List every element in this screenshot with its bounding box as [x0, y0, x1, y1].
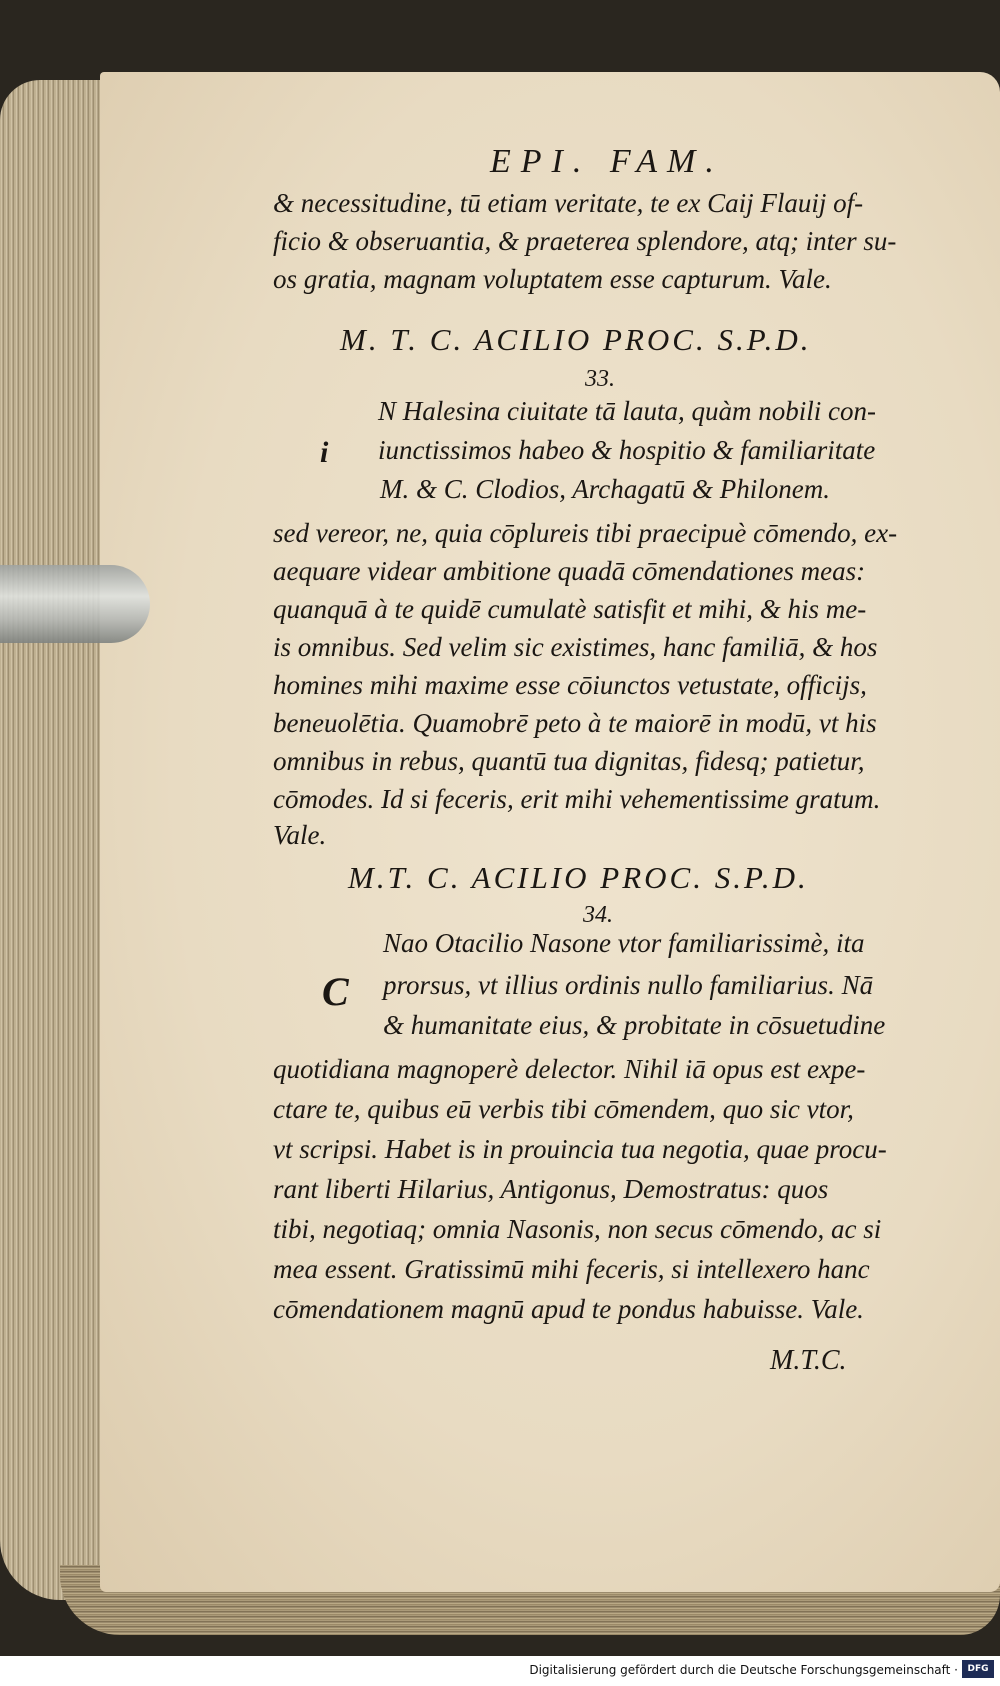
catchword: M.T.C. — [770, 1345, 847, 1376]
text-line: os gratia, magnam voluptatem esse capturum. Vale. — [273, 264, 832, 294]
text-line: aequare videar ambitione quadā cōmendationes meas: — [273, 556, 866, 586]
text-line: & necessitudine, tū etiam veritate, te ex Caij Flauij of- — [273, 188, 864, 218]
text-line: quanquā à te quidē cumulatè satisfit et mihi, & his me- — [273, 594, 867, 624]
text-line: is omnibus. Sed velim sic existimes, hanc familiā, & hos — [273, 632, 878, 662]
text-line: omnibus in rebus, quantū tua dignitas, fidesq; patietur, — [273, 746, 865, 776]
text-line: & humanitate eius, & probitate in cōsuetudine — [383, 1010, 886, 1040]
text-line: mea essent. Gratissimū mihi feceris, si intellexero hanc — [273, 1254, 870, 1284]
initial-letter: i — [320, 436, 329, 469]
running-head: EPI. FAM. — [490, 143, 724, 180]
text-line: Nao Otacilio Nasone vtor familiarissimè, ita — [383, 928, 865, 958]
text-line: vt scripsi. Habet is in prouincia tua negotia, quae procu- — [273, 1134, 887, 1164]
letter-heading: M.T. C. ACILIO PROC. S.P.D. — [348, 860, 809, 895]
dfg-logo: DFG — [962, 1660, 994, 1678]
text-line: Vale. — [273, 820, 327, 850]
text-line: tibi, negotiaq; omnia Nasonis, non secus cōmendo, ac si — [273, 1214, 882, 1244]
text-line: ficio & obseruantia, & praeterea splendore, atq; inter su- — [273, 226, 897, 256]
footer-credit: Digitalisierung gefördert durch die Deutsche Forschungsgemeinschaft · — [529, 1663, 958, 1677]
text-line: M. & C. Clodios, Archagatū & Philonem. — [380, 474, 830, 504]
text-line: ctare te, quibus eū verbis tibi cōmendem, quo sic vtor, — [273, 1094, 854, 1124]
initial-letter: C — [322, 969, 349, 1014]
text-line: quotidiana magnoperè delector. Nihil iā opus est expe- — [273, 1054, 866, 1084]
text-line: cōmodes. Id si feceris, erit mihi vehementissime gratum. — [273, 784, 881, 814]
text-line: cōmendationem magnū apud te pondus habuisse. Vale. — [273, 1294, 864, 1324]
text-line: iunctissimos habeo & hospitio & familiaritate — [378, 435, 876, 465]
text-line: homines mihi maxime esse cōiunctos vetustate, officijs, — [273, 670, 867, 700]
letter-heading: M. T. C. ACILIO PROC. S.P.D. — [340, 322, 812, 357]
text-line: rant liberti Hilarius, Antigonus, Demostratus: quos — [273, 1174, 829, 1204]
text-line: sed vereor, ne, quia cōplureis tibi praecipuè cōmendo, ex- — [273, 518, 898, 548]
text-line: beneuolētia. Quamobrē peto à te maiorē in modū, vt his — [273, 708, 877, 738]
letter-number: 34. — [583, 902, 613, 928]
text-line: prorsus, vt illius ordinis nullo familiarius. Nā — [383, 970, 874, 1000]
letter-number: 33. — [585, 366, 615, 392]
text-line: N Halesina ciuitate tā lauta, quàm nobili con- — [378, 396, 876, 426]
